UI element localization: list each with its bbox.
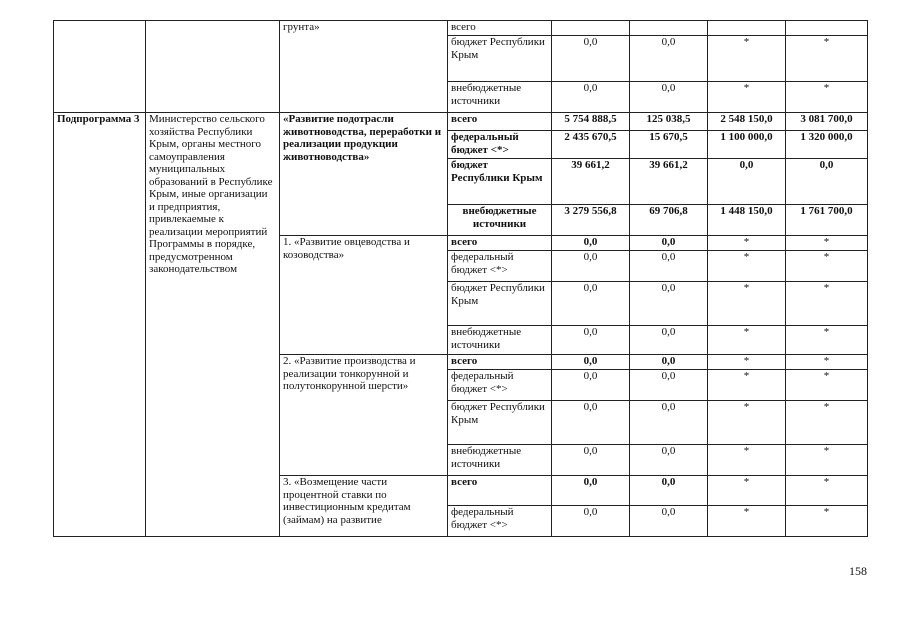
source-label: бюджет Республики Крым [448, 159, 552, 205]
value-cell [786, 21, 868, 36]
value-cell: 0,0 [708, 159, 786, 205]
value-cell [708, 21, 786, 36]
value-cell: * [786, 251, 868, 282]
table-row [54, 21, 868, 36]
subprogram-code: Подпрограмма 3 [54, 113, 146, 537]
value-cell: 0,0 [552, 445, 630, 476]
value-cell: * [786, 282, 868, 326]
value-cell: * [786, 506, 868, 537]
value-cell: * [708, 401, 786, 445]
table-row [54, 113, 868, 131]
value-cell: 15 670,5 [630, 131, 708, 159]
source-label: бюджет Республики Крым [448, 282, 552, 326]
value-cell: 3 279 556,8 [552, 205, 630, 236]
value-cell: * [786, 445, 868, 476]
source-label: бюджет Республики Крым [448, 401, 552, 445]
value-cell: 0,0 [630, 236, 708, 251]
code-cell [54, 21, 146, 113]
value-cell [630, 21, 708, 36]
budget-table [53, 20, 868, 537]
activity-title: 3. «Возмещение части процентной ставки по инвестиционным кредитам (займам) на развитие [280, 476, 448, 537]
value-cell: * [786, 236, 868, 251]
value-cell: * [786, 476, 868, 506]
value-cell: 0,0 [552, 36, 630, 82]
value-cell: * [708, 282, 786, 326]
source-label: всего [448, 113, 552, 131]
value-cell: 0,0 [630, 355, 708, 370]
value-cell: 1 448 150,0 [708, 205, 786, 236]
value-cell: 0,0 [630, 36, 708, 82]
value-cell: 0,0 [630, 401, 708, 445]
value-cell: * [708, 326, 786, 355]
source-label: бюджет Республики Крым [448, 36, 552, 82]
value-cell: 0,0 [630, 506, 708, 537]
value-cell: 2 435 670,5 [552, 131, 630, 159]
source-label: всего [448, 476, 552, 506]
value-cell: 0,0 [630, 476, 708, 506]
value-cell: 0,0 [630, 445, 708, 476]
value-cell: * [708, 370, 786, 401]
value-cell: * [708, 236, 786, 251]
value-cell: * [708, 506, 786, 537]
source-label: федеральный бюджет <*> [448, 370, 552, 401]
value-cell: 1 100 000,0 [708, 131, 786, 159]
value-cell: * [708, 355, 786, 370]
source-label: федеральный бюджет <*> [448, 251, 552, 282]
source-label: внебюджетные источники [448, 82, 552, 113]
value-cell: 0,0 [552, 506, 630, 537]
value-cell: 0,0 [630, 282, 708, 326]
value-cell [552, 21, 630, 36]
source-label: всего [448, 355, 552, 370]
value-cell: 0,0 [630, 326, 708, 355]
value-cell: 0,0 [552, 251, 630, 282]
value-cell: 0,0 [552, 82, 630, 113]
value-cell: * [786, 36, 868, 82]
value-cell: 3 081 700,0 [786, 113, 868, 131]
value-cell: * [708, 476, 786, 506]
value-cell: 1 761 700,0 [786, 205, 868, 236]
executor-cell [146, 21, 280, 113]
source-label: всего [448, 21, 552, 36]
value-cell: * [708, 251, 786, 282]
activity-title: грунта» [280, 21, 448, 113]
value-cell: 0,0 [552, 355, 630, 370]
value-cell: * [708, 82, 786, 113]
value-cell: 5 754 888,5 [552, 113, 630, 131]
value-cell: 0,0 [630, 370, 708, 401]
value-cell: 39 661,2 [630, 159, 708, 205]
value-cell: 0,0 [552, 476, 630, 506]
source-label: внебюджетные источники [448, 445, 552, 476]
source-label: федеральный бюджет <*> [448, 131, 552, 159]
value-cell: 2 548 150,0 [708, 113, 786, 131]
value-cell: * [786, 401, 868, 445]
value-cell: 125 038,5 [630, 113, 708, 131]
value-cell: 0,0 [552, 236, 630, 251]
value-cell: 69 706,8 [630, 205, 708, 236]
value-cell: 0,0 [552, 370, 630, 401]
source-label: внебюджетные источники [448, 326, 552, 355]
value-cell: * [708, 445, 786, 476]
value-cell: * [786, 355, 868, 370]
value-cell: 0,0 [552, 401, 630, 445]
value-cell: * [708, 36, 786, 82]
source-label: всего [448, 236, 552, 251]
executor-cell: Министерство сельского хозяйства Республики Крым, органы местного самоуправления муниципальных образований в Республике Крым, иные организации и предприятия, привлекаемые к реализации мероприятий Программы в порядке, предусмотренном законодательством [146, 113, 280, 537]
value-cell: 39 661,2 [552, 159, 630, 205]
activity-title: 2. «Развитие производства и реализации тонкорунной и полутонкорунной шерсти» [280, 355, 448, 476]
value-cell: 0,0 [630, 82, 708, 113]
source-label: внебюджетные источники [448, 205, 552, 236]
source-label: федеральный бюджет <*> [448, 506, 552, 537]
subprogram-title: «Развитие подотрасли животноводства, переработки и реализации продукции животноводства» [280, 113, 448, 236]
value-cell: * [786, 370, 868, 401]
value-cell: 0,0 [552, 326, 630, 355]
page-number: 158 [849, 564, 867, 578]
value-cell: * [786, 326, 868, 355]
value-cell: 0,0 [786, 159, 868, 205]
value-cell: 0,0 [630, 251, 708, 282]
activity-title: 1. «Развитие овцеводства и козоводства» [280, 236, 448, 355]
value-cell: 0,0 [552, 282, 630, 326]
value-cell: * [786, 82, 868, 113]
value-cell: 1 320 000,0 [786, 131, 868, 159]
